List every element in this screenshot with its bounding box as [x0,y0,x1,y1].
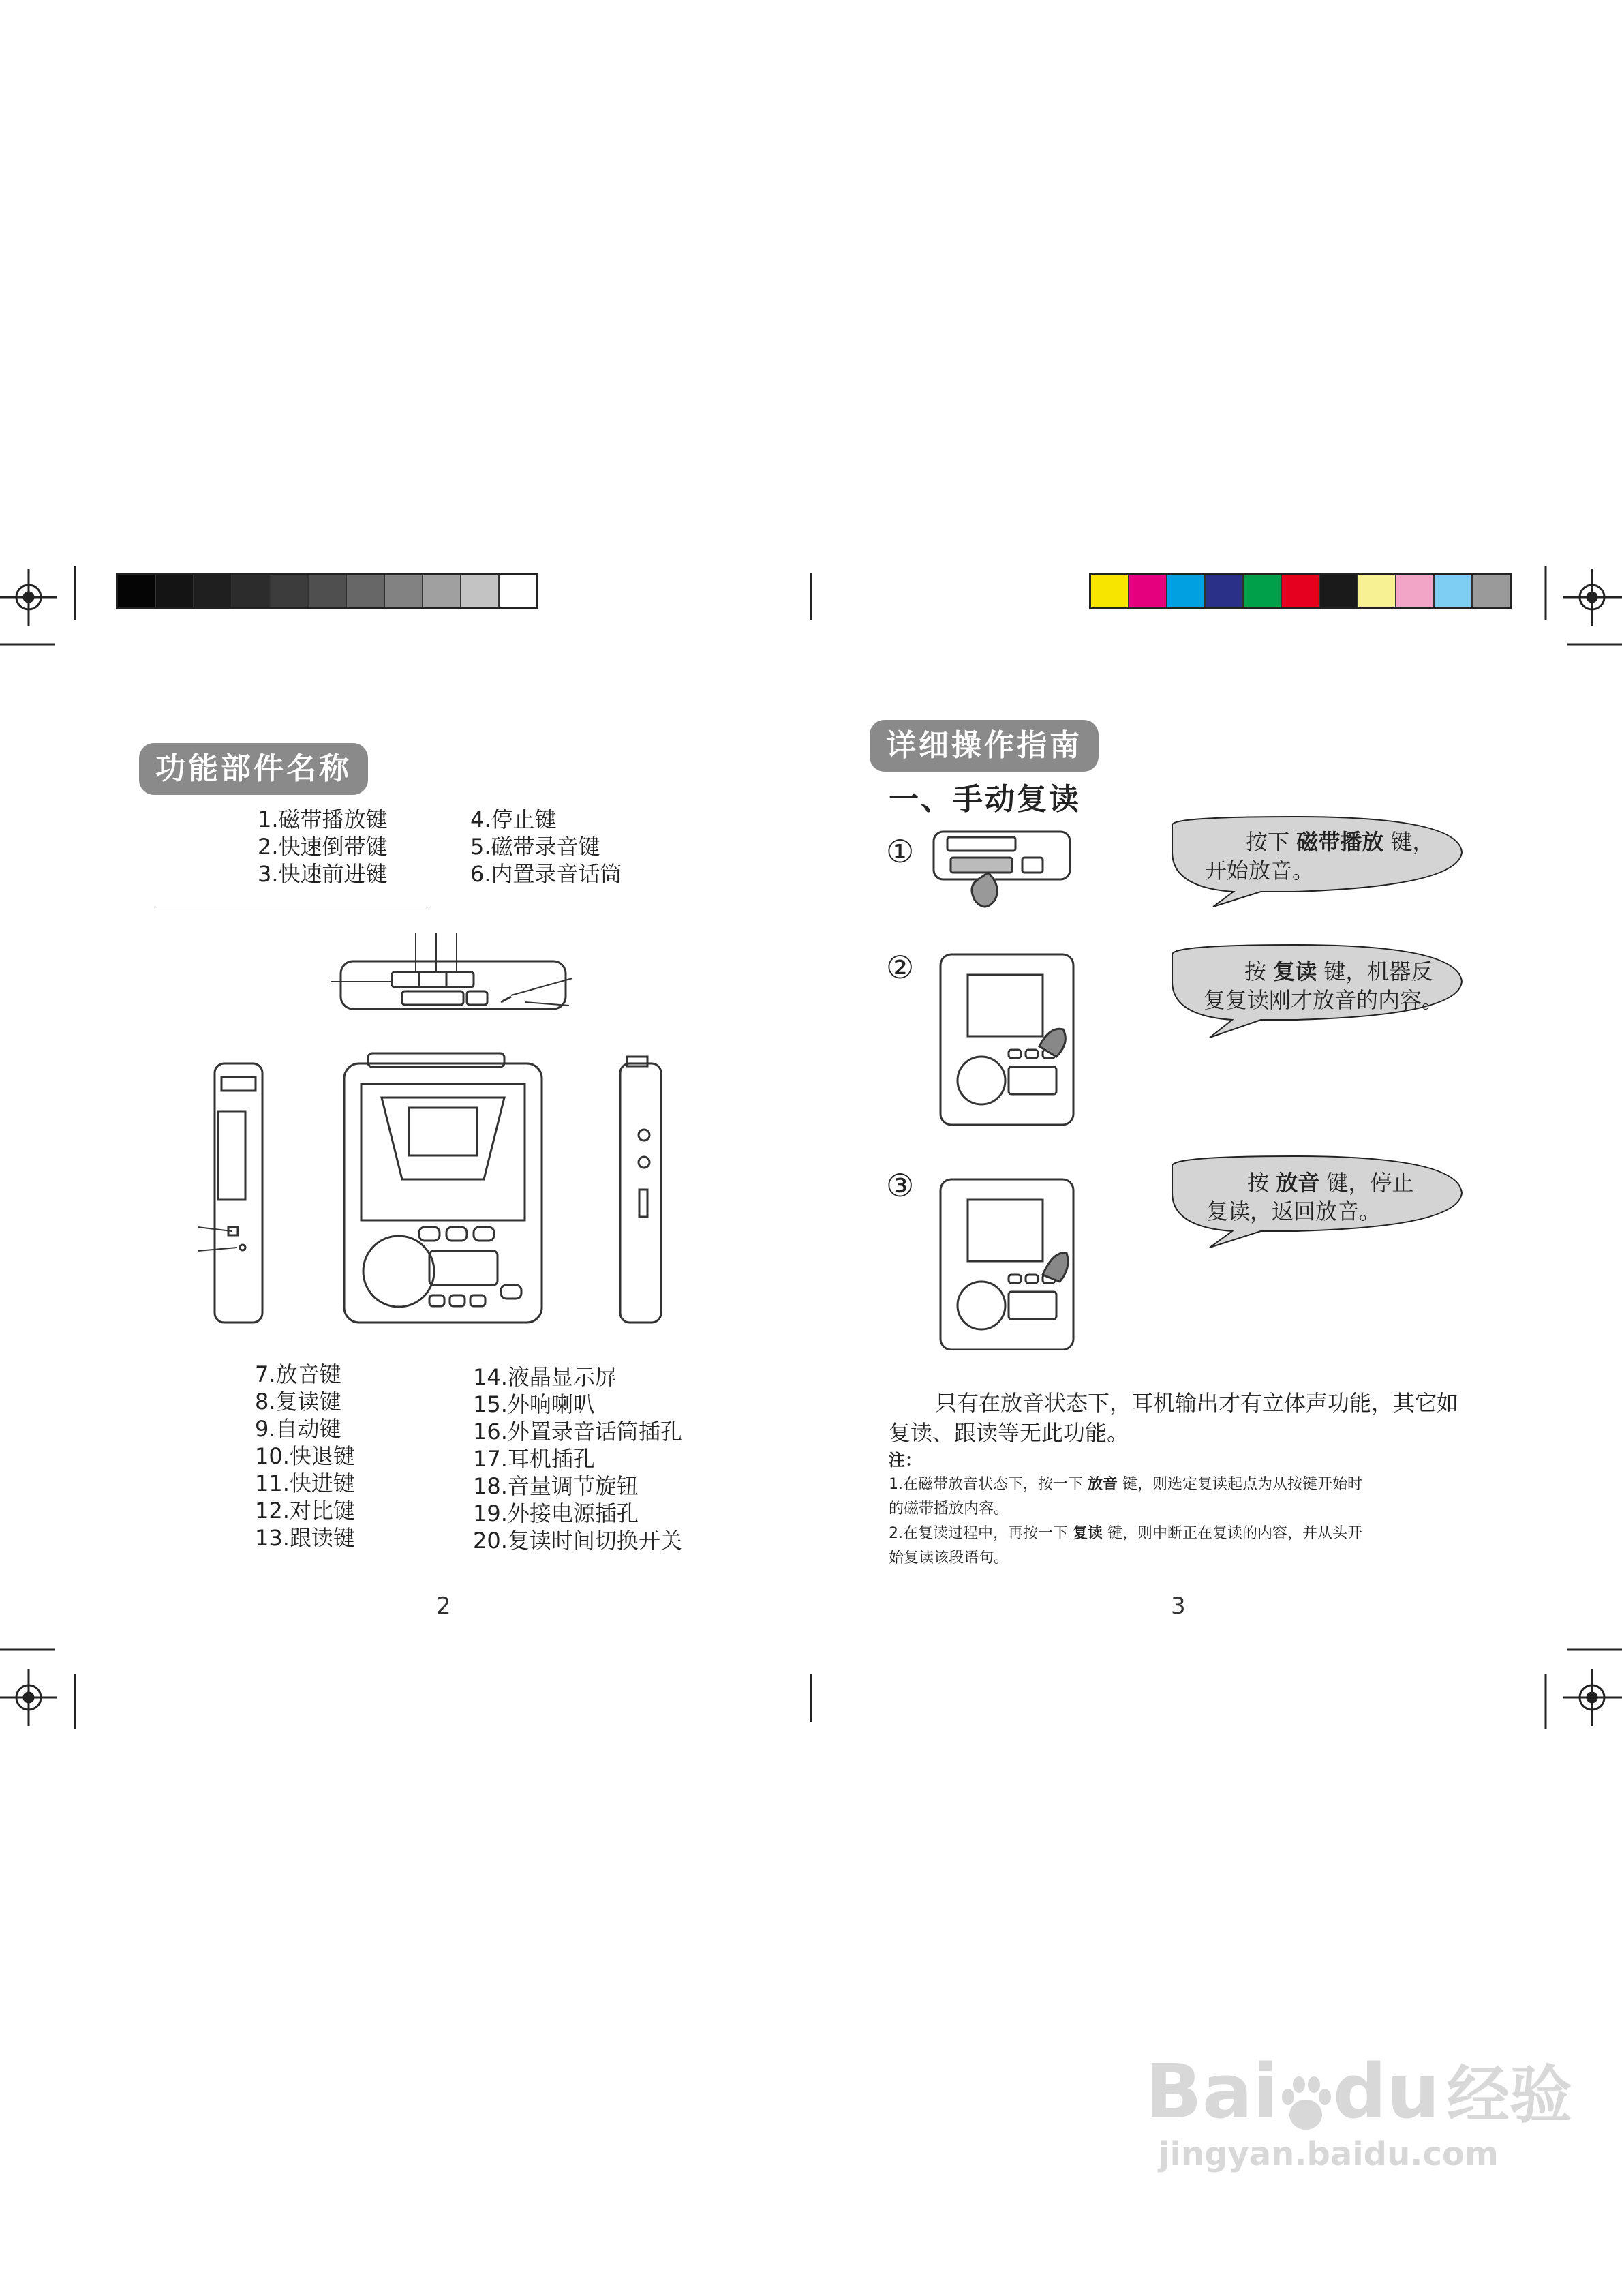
paragraph-line-1: 只有在放音状态下，耳机输出才有立体声功能，其它如 [935,1390,1459,1416]
section-heading: 一、手动复读 [889,782,1081,817]
color-swatch [1396,575,1435,607]
crop-mark-bottom-left [0,1650,811,1729]
list-item: 15.外响喇叭 [473,1391,595,1417]
device-left-side-view [215,1063,262,1323]
step-3-device-illustration [940,1179,1073,1350]
gray-swatch [194,575,232,607]
labels-list-col2 [473,1363,682,1554]
color-swatch [1244,575,1282,607]
note-1-post: 键，则选定复读起点为从按键开始时 [1118,1476,1362,1493]
left-page-title: 功能部件名称 [139,743,368,795]
step-3-key-name: 放音 [1276,1170,1320,1196]
watermark-brand-2: du [1332,2048,1440,2135]
color-swatch [1129,575,1167,607]
watermark-cn: 经验 [1446,2059,1572,2132]
color-bar [1089,573,1512,609]
note-1-line-2: 的磁带播放内容。 [889,1500,1009,1517]
step-3-text-pre: 按 [1247,1170,1276,1196]
step-2-text-post: 键，机器反 [1317,958,1433,984]
list-item: 7.放音键 [255,1361,341,1387]
step-illustrations [927,825,1131,1350]
step-1-text-pre: 按下 [1246,829,1297,855]
step-2-marker: ② [886,949,915,986]
color-swatch [1320,575,1358,607]
color-swatch [1167,575,1206,607]
gray-swatch [309,575,347,607]
grayscale-bar [116,573,538,609]
list-item: 3.快速前进键 [258,861,388,887]
gray-swatch [423,575,461,607]
gray-swatch [385,575,423,607]
list-item: 6.内置录音话筒 [470,861,622,887]
note-label: 注： [889,1451,921,1470]
page-number-left: 2 [436,1592,451,1620]
list-item: 20.复读时间切换开关 [473,1528,682,1554]
device-top-view [341,961,566,1009]
color-swatch [1091,575,1129,607]
list-item: 11.快进键 [255,1470,355,1496]
paragraph-line-2: 复读、跟读等无此功能。 [889,1420,1129,1446]
list-item: 16.外置录音话筒插孔 [473,1419,682,1445]
list-item: 5.磁带录音键 [470,834,600,860]
step-2-text-pre: 按 [1244,958,1274,984]
step-2-key-name: 复读 [1273,958,1317,984]
list-item: 2.快速倒带键 [258,834,388,860]
step-1-marker: ① [886,833,915,870]
stereo-paragraph [889,1388,1475,1448]
list-item: 19.外接电源插孔 [473,1500,639,1526]
parts-list-col1 [258,806,388,888]
device-right-side-view [620,1057,661,1323]
watermark-brand: Bai [1145,2048,1279,2135]
crop-mark-bottom-right [1546,1650,1622,1729]
paw-icon [1279,2074,1333,2135]
note-2-post: 键，则中断正在复读的内容，并从头开 [1103,1525,1362,1542]
note-2-pre: 2.在复读过程中，再按一下 [889,1525,1073,1542]
gray-swatch [461,575,500,607]
note-1-key: 放音 [1087,1476,1118,1493]
list-item: 8.复读键 [255,1389,341,1415]
step-2-instruction [1204,957,1444,1014]
gray-swatch [118,575,156,607]
watermark-url: jingyan.baidu.com [1159,2135,1499,2173]
step-1-key-name: 磁带播放 [1296,829,1384,855]
gray-swatch [271,575,309,607]
step-3-text-post: 键，停止 [1319,1170,1414,1196]
step-1-instruction [1205,828,1435,885]
list-item: 14.液晶显示屏 [473,1364,617,1390]
baidu-jingyan-watermark [1145,2045,1572,2173]
right-page-title: 详细操作指南 [870,720,1099,772]
gray-swatch [347,575,385,607]
color-swatch [1435,575,1473,607]
list-item: 9.自动键 [255,1416,341,1442]
list-item: 10.快退键 [255,1443,355,1469]
parts-list-col2 [470,806,622,888]
note-2-line-2: 始复读该段语句。 [889,1550,1009,1567]
step-1-text-line2: 开始放音。 [1205,858,1315,883]
step-3-instruction [1206,1168,1414,1226]
crop-mark-top-right [1546,566,1622,644]
step-1-device-illustration [934,832,1070,907]
step-3-marker: ③ [886,1167,915,1204]
gray-swatch [232,575,271,607]
list-item: 18.音量调节旋钮 [473,1473,639,1499]
step-1-text-post: 键， [1383,829,1435,855]
note-2-key: 复读 [1072,1525,1103,1542]
list-item: 17.耳机插孔 [473,1446,595,1472]
list-item: 4.停止键 [470,806,557,832]
color-swatch [1282,575,1320,607]
color-swatch [1473,575,1510,607]
list-item: 1.磁带播放键 [258,806,388,832]
labels-list-col1 [255,1361,355,1552]
gray-swatch [500,575,536,607]
list-item: 13.跟读键 [255,1525,355,1551]
list-item: 12.对比键 [255,1498,355,1524]
step-2-text-line2: 复复读刚才放音的内容。 [1204,987,1444,1013]
gray-swatch [156,575,194,607]
page-number-right: 3 [1171,1592,1186,1620]
device-diagram [157,907,743,1357]
device-front-view [344,1053,542,1323]
notes-block [889,1448,1488,1571]
step-2-device-illustration [940,954,1073,1125]
color-swatch [1206,575,1244,607]
color-swatch [1358,575,1396,607]
note-1-pre: 1.在磁带放音状态下，按一下 [889,1476,1088,1493]
step-3-text-line2: 复读，返回放音。 [1206,1198,1381,1224]
